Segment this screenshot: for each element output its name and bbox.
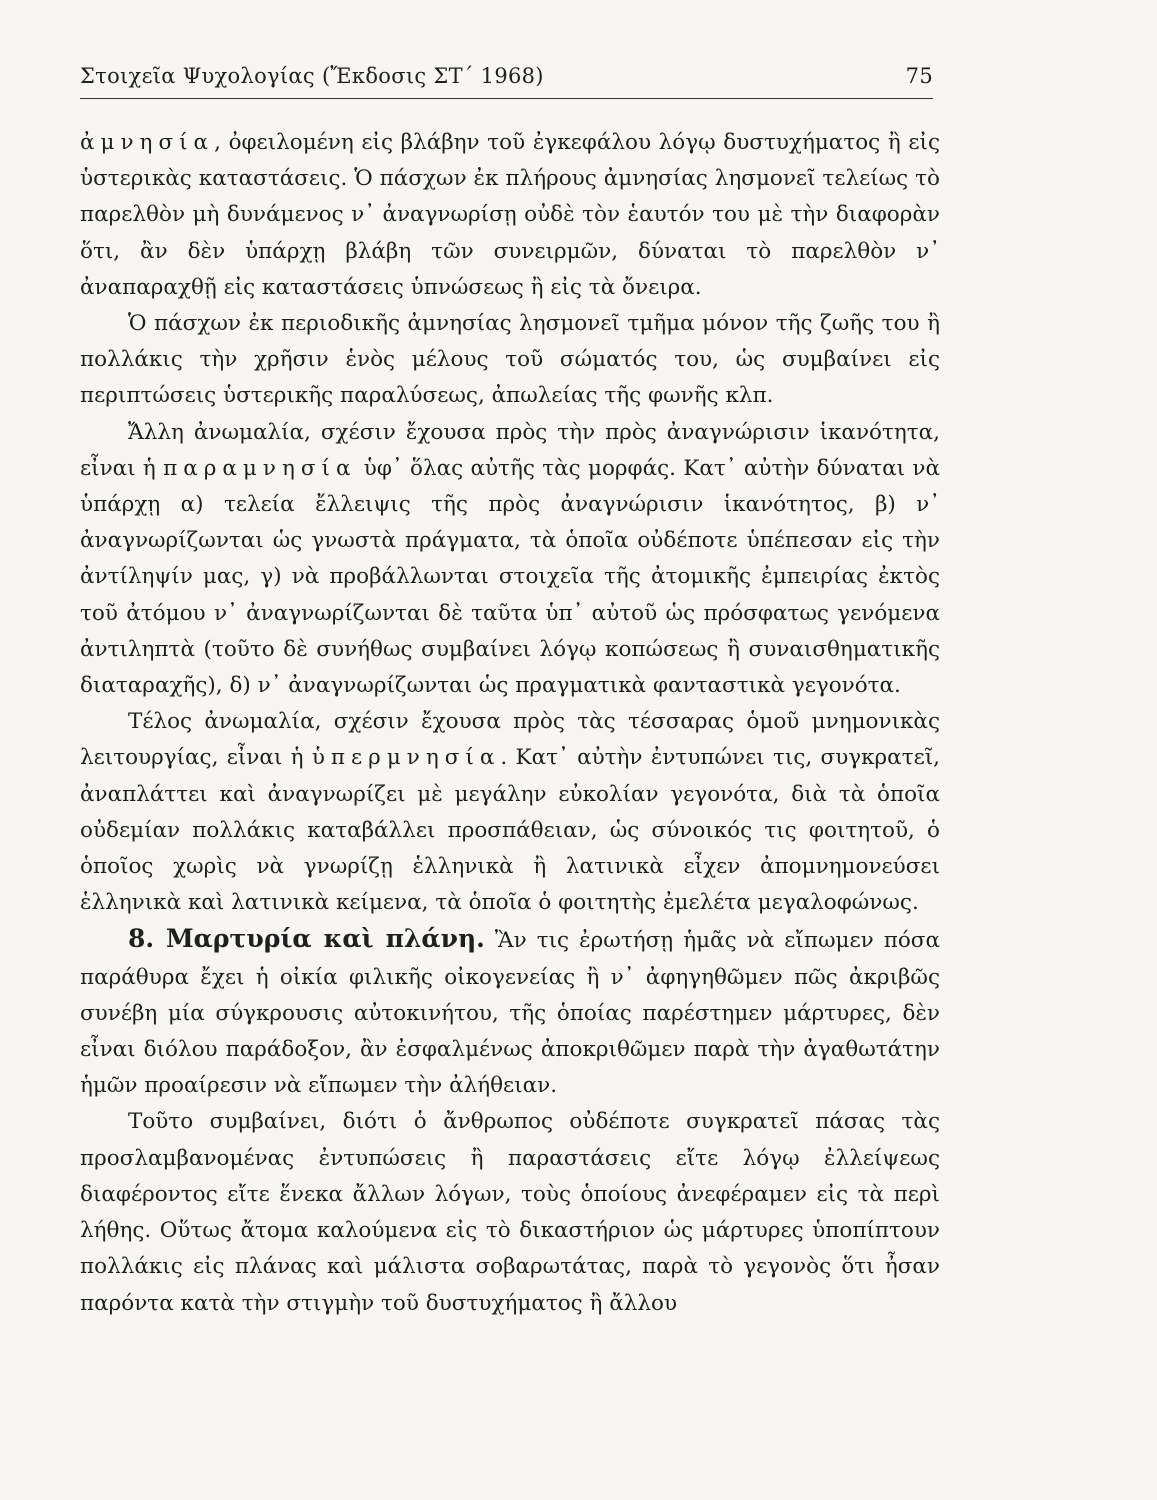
running-header <box>80 58 933 99</box>
page-number: 75 <box>905 64 933 88</box>
paragraph-periodic-amnesia <box>80 306 940 415</box>
paragraph-hypermnesia <box>80 704 940 921</box>
paragraph-text: Τέλος ἀνωμαλία, σχέσιν ἔχουσα πρὸς τὰς τέσσαρας ὁμοῦ μνημονικὰς λειτουργίας, εἶναι ἡ <box>80 709 940 771</box>
section-heading: 8. Μαρτυρία καὶ πλάνη. <box>128 924 485 954</box>
body-text <box>80 125 940 1322</box>
paragraph-text: Ἂν τις ἐρωτήσῃ ἡμᾶς νὰ εἴπωμεν πόσα παράθυρα ἔχει ἡ οἰκία φιλικῆς οἰκογενείας ἢ ν᾽ ἀφηγηθῶμεν πῶς ἀκριβῶς συνέβη μία σύγκρουσις αὐτοκινήτου, τῆς ὁποίας παρέστημεν μάρτυρες, δὲν εἶναι διόλου παράδοξον, ἂν ἐσφαλμένως ἀποκριθῶμεν παρὰ τὴν ἀγαθωτάτην ἡμῶν προαίρεσιν νὰ εἴπωμεν τὴν ἀλήθειαν. <box>80 928 940 1099</box>
paragraph-reason <box>80 1104 940 1321</box>
paragraph-amnesia <box>80 125 940 306</box>
book-title: Στοιχεῖα Ψυχολογίας (Ἔκδοσις ΣΤ΄ 1968) <box>80 64 544 88</box>
paragraph-text: , ὀφειλομένη εἰς βλάβην τοῦ ἐγκεφάλου λόγῳ δυστυχήματος ἢ εἰς ὑστερικὰς καταστάσεις. Ὁ πάσχων ἐκ πλήρους ἀμνησίας λησμονεῖ τελείως τὸ παρελθὸν μὴ δυνάμενος ν᾽ ἀναγνωρίσῃ οὐδὲ τὸν ἑαυτόν του μὲ τὴν διαφορὰν ὅτι, ἂν δὲν ὑπάρχῃ βλάβη τῶν συνειρμῶν, δύναται τὸ παρελθὸν ν᾽ ἀναπαραχθῇ εἰς καταστάσεις ὑπνώσεως ἢ εἰς τὰ ὄνειρα. <box>80 130 940 300</box>
spaced-term: ὑπερμνησία <box>311 745 501 771</box>
paragraph-text: Ἄλλη ἀνωμαλία, σχέσιν ἔχουσα πρὸς τὴν πρὸς ἀναγνώρισιν ἱκανότητα, εἶναι ἡ <box>80 419 940 481</box>
paragraph-text: . Κατ᾽ αὐτὴν ἐντυπώνει τις, συγκρατεῖ, ἀναπλάττει καὶ ἀναγνωρίζει μὲ μεγάλην εὐκολίαν γεγονότα, διὰ τὰ ὁποῖα οὐδεμίαν πολλάκις καταβάλλει προσπάθειαν, ὡς σύνοικός τις φοιτητοῦ, ὁ ὁποῖος χωρὶς νὰ γνωρίζῃ ἑλληνικὰ ἢ λατινικὰ εἶχεν ἀπομνημονεύσει ἑλληνικὰ καὶ λατινικὰ κείμενα, τὰ ὁποῖα ὁ φοιτητὴς ἐμελέτα μεγαλοφώνως. <box>80 745 941 916</box>
paragraph-paramnesia <box>80 415 940 705</box>
paragraph-testimony <box>80 921 940 1104</box>
paragraph-text: ὑφ᾽ ὅλας αὐτῆς τὰς μορφάς. Κατ᾽ αὐτὴν δύναται νὰ ὑπάρχῃ α) τελεία ἔλλειψις τῆς πρὸς ἀναγνώρισιν ἱκανότητος, β) ν᾽ ἀναγνωρίζωνται ὡς γνωστὰ πράγματα, τὰ ὁποῖα οὐδέποτε ὑπέπεσαν εἰς τὴν ἀντίληψίν μας, γ) νὰ προβάλλωνται στοιχεῖα τῆς ἀτομικῆς ἐμπειρίας ἐκτὸς τοῦ ἀτόμου ν᾽ ἀναγνωρίζωνται δὲ ταῦτα ὑπ᾽ αὐτοῦ ὡς πρόσφατως γενόμενα ἀντιληπτὰ (τοῦτο δὲ συνήθως συμβαίνει λόγῳ κοπώσεως ἢ συναισθηματικῆς διαταραχῆς), δ) ν᾽ ἀναγνωρίζωνται ὡς πραγματικὰ φανταστικὰ γεγονότα. <box>80 455 940 699</box>
spaced-term: παραμνησία <box>163 455 357 481</box>
spaced-term: ἀμνησία <box>80 130 215 155</box>
paragraph-text: Ὁ πάσχων ἐκ περιοδικῆς ἀμνησίας λησμονεῖ τμῆμα μόνον τῆς ζωῆς του ἢ πολλάκις τὴν χρῆσιν ἑνὸς μέλους τοῦ σώματός του, ὡς συμβαίνει εἰς περιπτώσεις ὑστερικῆς παραλύσεως, ἀπωλείας τῆς φωνῆς κλπ. <box>80 311 940 409</box>
paragraph-text: Τοῦτο συμβαίνει, διότι ὁ ἄνθρωπος οὐδέποτε συγκρατεῖ πάσας τὰς προσλαμβανομένας ἐντυπώσεις ἢ παραστάσεις εἴτε λόγῳ ἐλλείψεως διαφέροντος εἴτε ἕνεκα ἄλλων λόγων, τοὺς ὁποίους ἀνεφέραμεν εἰς τὰ περὶ λήθης. Οὕτως ἄτομα καλούμενα εἰς τὸ δικαστήριον ὡς μάρτυρες ὑποπίπτουν πολλάκις εἰς πλάνας καὶ μάλιστα σοβαρωτάτας, παρὰ τὸ γεγονὸς ὅτι ἦσαν παρόντα κατὰ τὴν στιγμὴν τοῦ δυστυχήματος ἢ ἄλλου <box>80 1109 940 1316</box>
